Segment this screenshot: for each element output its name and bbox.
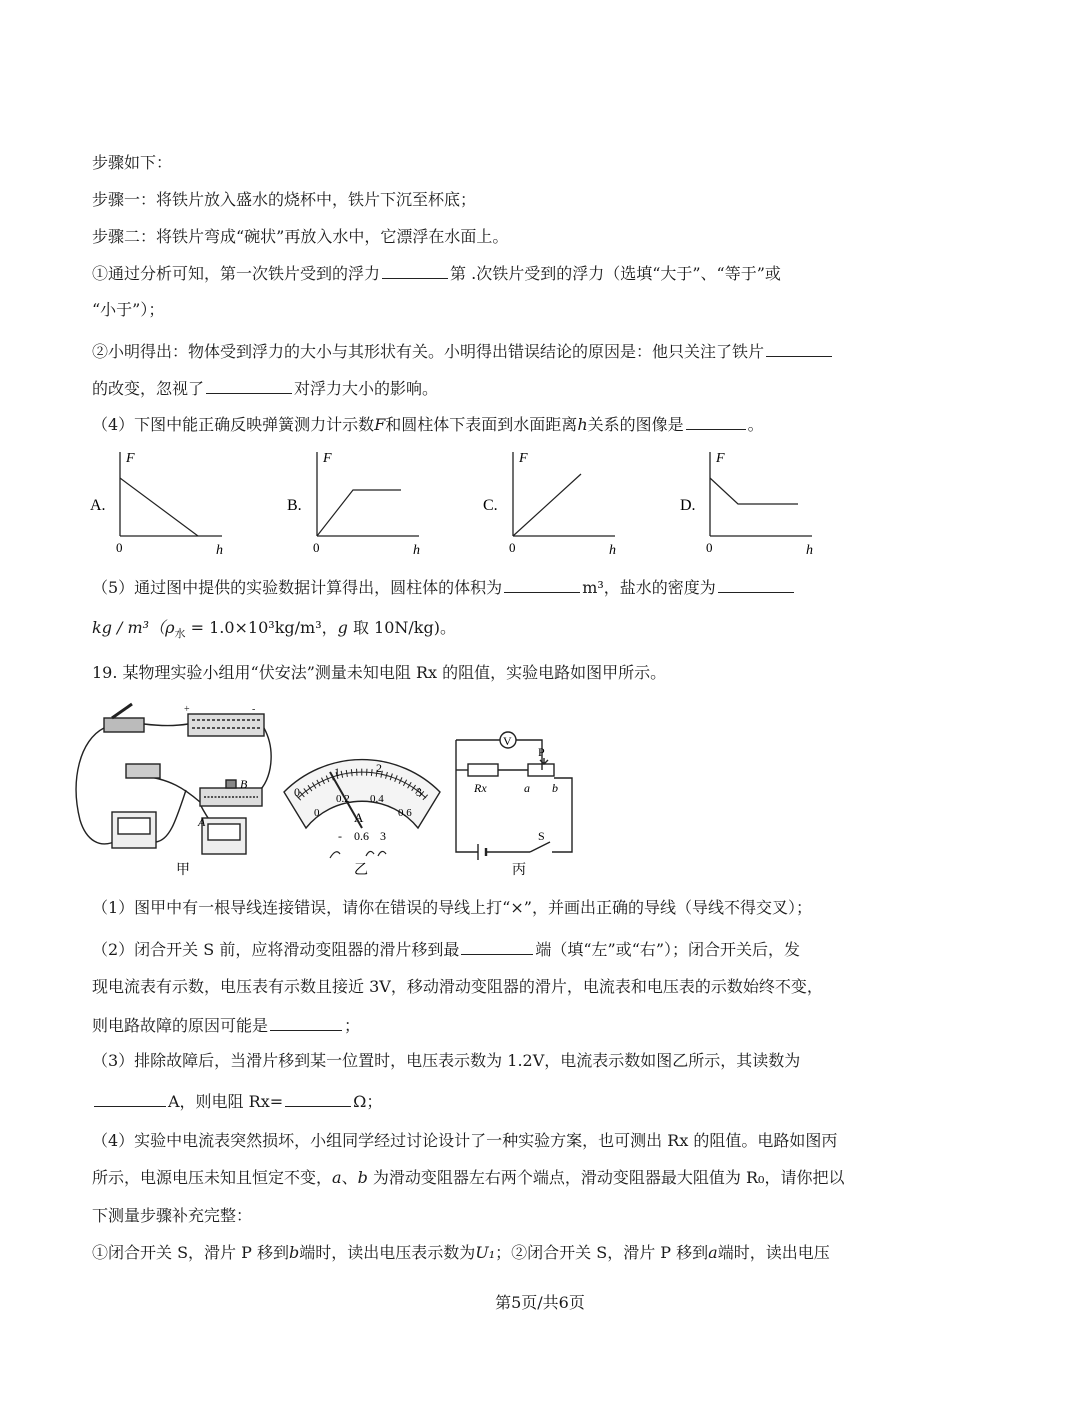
q3-2-line-2 xyxy=(92,377,438,400)
terminal-06: 0.6 xyxy=(354,829,369,843)
answer-blank[interactable] xyxy=(504,576,580,593)
graph-D-x-label: h xyxy=(806,543,813,558)
p3-text-b: A，则电阻 Rx= xyxy=(168,1092,284,1111)
p4-d-a: a xyxy=(708,1243,718,1262)
figure-jia-label: 甲 xyxy=(176,863,190,878)
page-footer: 第5页/共6页 xyxy=(495,1293,585,1312)
q4-text-end: 。 xyxy=(747,415,764,434)
p4-text-d1: ①闭合开关 S，滑片 P 移到 xyxy=(92,1243,289,1262)
circuit-figures xyxy=(0,700,1080,880)
graph-A-label: A. xyxy=(90,497,106,514)
answer-blank[interactable] xyxy=(206,377,292,394)
meter-bottom-1: 0.2 xyxy=(336,793,350,805)
graph-A-origin: 0 xyxy=(116,540,123,555)
q3-2-text-c: 对浮力大小的影响。 xyxy=(294,379,439,398)
meter-top-2: 2 xyxy=(376,761,382,775)
graph-B[interactable] xyxy=(287,451,420,558)
bing-voltmeter-V: V xyxy=(503,734,512,748)
bing-terminal-a: a xyxy=(524,781,530,795)
graph-A[interactable] xyxy=(90,451,223,558)
question-3-part-1 xyxy=(92,262,781,285)
answer-blank[interactable] xyxy=(766,340,832,357)
q4-text-b: 和圆柱体下表面到水面距离 xyxy=(385,415,578,434)
meter-bottom-2: 0.4 xyxy=(370,793,384,805)
bing-switch-S: S xyxy=(538,829,545,843)
p4-b: b xyxy=(357,1168,368,1187)
graph-C-y-label: F xyxy=(519,451,528,466)
p4-d-b: b xyxy=(289,1243,300,1262)
q4-text-c: 关系的图像是 xyxy=(587,415,684,434)
figure-jia-B: B xyxy=(240,777,248,791)
rho-symbol: ρ xyxy=(165,618,175,637)
q3-1-text-a: ①通过分析可知，第一次铁片受到的浮力 xyxy=(92,264,381,283)
graph-A-x-label: h xyxy=(216,543,223,558)
q5-unit: m³，盐水的密度为 xyxy=(582,578,716,597)
figure-yi-label: 乙 xyxy=(354,863,368,878)
q19-part-4: （4）实验中电流表突然损坏，小组同学经过讨论设计了一种实验方案，也可测出 Rx 的阻值。电路如图丙 xyxy=(92,1131,838,1150)
graph-B-label: B. xyxy=(287,497,302,514)
meter-unit: A xyxy=(354,810,364,825)
answer-blank[interactable] xyxy=(686,413,746,430)
graph-B-origin: 0 xyxy=(313,540,320,555)
question-5-line-2 xyxy=(92,617,456,645)
answer-blank[interactable] xyxy=(382,262,448,279)
p2-text-e: ； xyxy=(344,1016,361,1035)
q19-part-4-line-3: 下测量步骤补充完整： xyxy=(92,1206,253,1225)
p4-text-b1: 所示，电源电压未知且恒定不变， xyxy=(92,1168,333,1187)
bing-resistor-Rx: Rx xyxy=(474,781,487,795)
p2-text-b: 端（填“左”或“右”）；闭合开关后，发 xyxy=(535,940,801,959)
question-19: 19. 某物理实验小组用“伏安法”测量未知电阻 Rx 的阻值，实验电路如图甲所示。 xyxy=(92,663,667,682)
answer-blank[interactable] xyxy=(270,1014,342,1031)
answer-blank[interactable] xyxy=(285,1090,351,1107)
question-5 xyxy=(92,576,796,599)
graph-C-label: C. xyxy=(483,497,498,514)
answer-blank[interactable] xyxy=(718,576,794,593)
p4-text-d3: ；②闭合开关 S，滑片 P 移到 xyxy=(495,1243,709,1262)
graph-B-y-label: F xyxy=(323,451,332,466)
p2-text-d: 则电路故障的原因可能是 xyxy=(92,1016,269,1035)
q19-part-2-line-2: 现电流表有示数，电压表有示数且接近 3V，移动滑动变阻器的滑片，电流表和电压表的示数始终不变， xyxy=(92,977,823,996)
meter-top-3: 3 xyxy=(416,785,422,799)
svg-text:+: + xyxy=(184,704,190,715)
p2-text-a: （2）闭合开关 S 前，应将滑动变阻器的滑片移到最 xyxy=(92,940,460,959)
meter-bottom-3: 0.6 xyxy=(398,807,412,819)
p4-text-d2: 端时，读出电压表示数为 xyxy=(299,1243,476,1262)
q3-2-text-b: 的改变，忽视了 xyxy=(92,379,205,398)
q5-density: = 1.0×10³kg/m³， xyxy=(185,618,338,637)
q19-part-3-line-2 xyxy=(92,1090,382,1113)
q3-2-text-a: ②小明得出：物体受到浮力的大小与其形状有关。小明得出错误结论的原因是：他只关注了铁片 xyxy=(92,342,765,361)
q19-part-3: （3）排除故障后，当滑片移到某一位置时，电压表示数为 1.2V，电流表示数如图乙所示，其读数为 xyxy=(92,1051,801,1070)
q4-text-a: （4）下图中能正确反映弹簧测力计示数 xyxy=(92,415,375,434)
meter-top-0: 0 xyxy=(294,785,300,799)
graph-options xyxy=(0,448,1080,568)
terminal-3: 3 xyxy=(380,829,386,843)
q5-unit-2: kg / m³（ xyxy=(92,618,166,637)
svg-text:-: - xyxy=(252,704,256,715)
steps-intro: 步骤如下： xyxy=(92,153,173,172)
q3-1-options: “小于”）； xyxy=(92,300,165,319)
graph-D-y-label: F xyxy=(716,451,725,466)
p4-a: a xyxy=(332,1168,342,1187)
graph-D-label: D. xyxy=(680,497,696,514)
graph-C-x-label: h xyxy=(609,543,616,558)
rho-subscript: 水 xyxy=(174,627,186,641)
q19-part-2 xyxy=(92,938,800,961)
q19-part-1: （1）图甲中有一根导线连接错误，请你在错误的导线上打“×”，并画出正确的导线（导线不得交叉）； xyxy=(92,898,812,917)
graph-D[interactable] xyxy=(680,451,813,558)
answer-blank[interactable] xyxy=(94,1090,166,1107)
bing-slider-P: P xyxy=(538,745,545,759)
graph-B-x-label: h xyxy=(413,543,420,558)
bing-terminal-b: b xyxy=(552,781,558,795)
figure-bing xyxy=(456,732,572,860)
p4-d-u1: U₁ xyxy=(475,1243,496,1262)
meter-top-1: 1 xyxy=(334,765,340,779)
g-symbol: g xyxy=(337,618,348,637)
p4-text-d4: 端时，读出电压 xyxy=(717,1243,830,1262)
q5-g-value: 取 10N/kg)。 xyxy=(347,618,456,637)
question-3-part-2 xyxy=(92,340,834,363)
q4-symbol-F: F xyxy=(374,415,386,434)
graph-C[interactable] xyxy=(483,451,616,558)
q19-part-2-line-3 xyxy=(92,1014,360,1037)
p4-text-b2: 、 xyxy=(341,1168,358,1187)
terminal-neg: - xyxy=(338,829,342,843)
p4-text-b3: 为滑动变阻器左右两个端点，滑动变阻器最大阻值为 R₀，请你把以 xyxy=(367,1168,845,1187)
graph-C-origin: 0 xyxy=(509,540,516,555)
step-2: 步骤二：将铁片弯成“碗状”再放入水中，它漂浮在水面上。 xyxy=(92,227,509,246)
figure-bing-label: 丙 xyxy=(512,863,526,878)
q3-1-text-b: 第 .次铁片受到的浮力（选填“大于”、“等于”或 xyxy=(450,264,781,283)
q4-symbol-h: h xyxy=(577,415,588,434)
graph-D-origin: 0 xyxy=(706,540,713,555)
figure-jia-A: A xyxy=(198,815,206,829)
q5-text-a: （5）通过图中提供的实验数据计算得出，圆柱体的体积为 xyxy=(92,578,503,597)
question-4 xyxy=(92,413,764,436)
q19-part-4-line-4 xyxy=(92,1242,830,1264)
meter-bottom-0: 0 xyxy=(314,807,320,819)
p3-text-c: Ω； xyxy=(353,1092,383,1111)
q19-part-4-line-2 xyxy=(92,1167,844,1189)
step-1: 步骤一：将铁片放入盛水的烧杯中，铁片下沉至杯底； xyxy=(92,190,477,209)
answer-blank[interactable] xyxy=(461,938,533,955)
graph-A-y-label: F xyxy=(126,451,135,466)
